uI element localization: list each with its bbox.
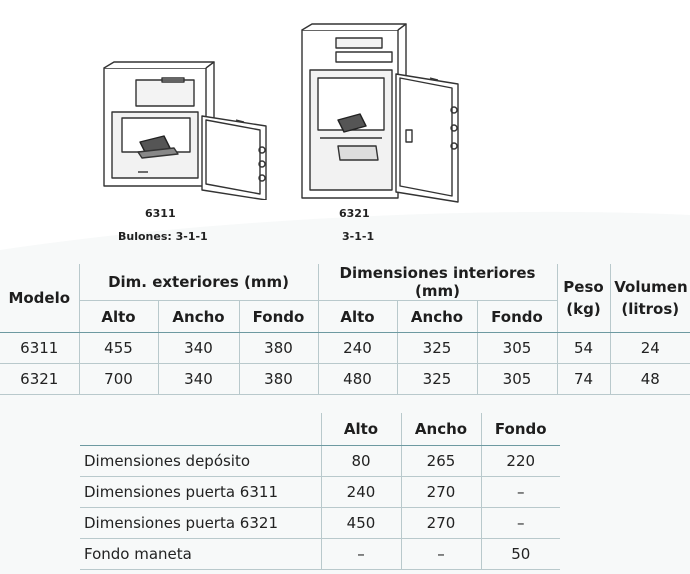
cell-ext-fondo: 380 — [239, 333, 318, 364]
cell-int-fondo: 305 — [477, 333, 557, 364]
header-exterior-group: Dim. exteriores (mm) — [79, 264, 318, 301]
cell-ancho: 270 — [401, 507, 481, 538]
table-row — [80, 476, 560, 507]
cell-volume: 24 — [610, 333, 690, 364]
table-row — [80, 507, 560, 538]
cell-ancho: – — [401, 538, 481, 569]
header-ext-ancho: Ancho — [158, 301, 239, 333]
header-ancho: Ancho — [401, 413, 481, 445]
header-fondo: Fondo — [481, 413, 560, 445]
cell-fondo: 220 — [481, 445, 560, 476]
header-alto: Alto — [321, 413, 401, 445]
cell-alto: – — [321, 538, 401, 569]
cell-fondo: 50 — [481, 538, 560, 569]
deposit-table — [80, 413, 560, 570]
specs-table — [0, 264, 690, 395]
header-int-ancho: Ancho — [397, 301, 477, 333]
cell-int-alto: 480 — [318, 364, 397, 395]
product-6321-note: 3-1-1 — [342, 230, 375, 243]
product-6311-note: Bulones: 3-1-1 — [118, 230, 208, 243]
header-int-alto: Alto — [318, 301, 397, 333]
cell-int-alto: 240 — [318, 333, 397, 364]
cell-ext-ancho: 340 — [158, 364, 239, 395]
cell-int-fondo: 305 — [477, 364, 557, 395]
table-row — [80, 538, 560, 569]
cell-volume: 48 — [610, 364, 690, 395]
product-6321-model: 6321 — [339, 207, 370, 220]
cell-ancho: 270 — [401, 476, 481, 507]
header-interior-group: Dimensiones interiores (mm) — [318, 264, 557, 301]
cell-ext-alto: 700 — [79, 364, 158, 395]
table-row — [0, 333, 690, 364]
product-6311-model: 6311 — [145, 207, 176, 220]
table-row — [80, 445, 560, 476]
cell-ext-ancho: 340 — [158, 333, 239, 364]
cell-fondo: – — [481, 507, 560, 538]
safe-6311-illustration — [98, 60, 278, 200]
cell-int-ancho: 325 — [397, 364, 477, 395]
cell-weight: 54 — [557, 333, 610, 364]
cell-alto: 240 — [321, 476, 401, 507]
cell-alto: 450 — [321, 507, 401, 538]
header-ext-alto: Alto — [79, 301, 158, 333]
row-label: Dimensiones puerta 6311 — [80, 476, 321, 507]
cell-alto: 80 — [321, 445, 401, 476]
header-volume: Volumen (litros) — [610, 264, 690, 333]
cell-model: 6311 — [0, 333, 79, 364]
row-label: Fondo maneta — [80, 538, 321, 569]
safe-6321-illustration — [296, 22, 476, 207]
table-row — [0, 364, 690, 395]
cell-ext-fondo: 380 — [239, 364, 318, 395]
cell-model: 6321 — [0, 364, 79, 395]
cell-int-ancho: 325 — [397, 333, 477, 364]
header-ext-fondo: Fondo — [239, 301, 318, 333]
cell-weight: 74 — [557, 364, 610, 395]
cell-ext-alto: 455 — [79, 333, 158, 364]
row-label: Dimensiones depósito — [80, 445, 321, 476]
header-empty — [80, 413, 321, 445]
cell-ancho: 265 — [401, 445, 481, 476]
row-label: Dimensiones puerta 6321 — [80, 507, 321, 538]
header-weight: Peso (kg) — [557, 264, 610, 333]
header-model: Modelo — [0, 264, 79, 333]
header-int-fondo: Fondo — [477, 301, 557, 333]
cell-fondo: – — [481, 476, 560, 507]
